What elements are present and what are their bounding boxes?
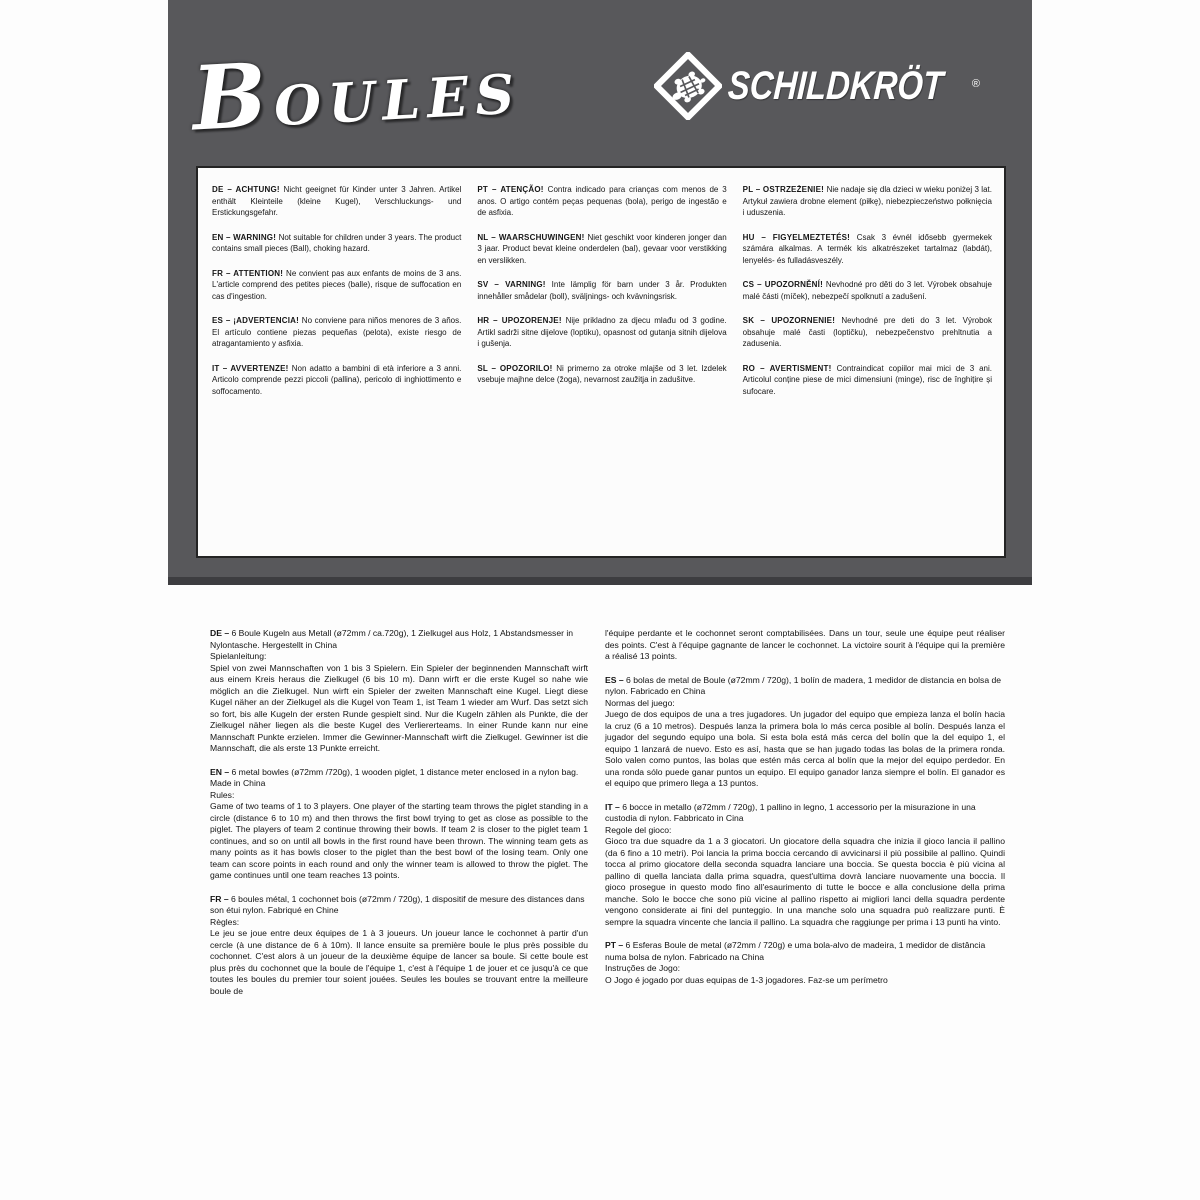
warning-paragraph-it: IT – AVVERTENZE! Non adatto a bambini di età inferiore a 3 anni. Articolo comprende pezzi piccoli (pallina), pericolo di inghiottimento e soffocamento. [212,363,462,396]
instructions-left-column [210,628,588,1009]
warning-paragraph-de: DE – ACHTUNG! Nicht geeignet für Kinder unter 3 Jahren. Artikel enthält Kleinteile (kleine Kugel), Verschluckungs- und Erstickungsgefahr. [212,185,462,217]
rules-subheading: Règles: [210,916,240,927]
warning-column-1 [212,184,461,546]
instruction-block-pt [605,940,1005,986]
contents-line: EN – 6 metal bowles (ø72mm /720g), 1 wooden piglet, 1 distance meter enclosed in a nylon bag. Made in China [210,766,579,788]
warning-column-2 [477,184,726,546]
rules-text: Spiel von zwei Mannschaften von 1 bis 3 Spielern. Ein Spieler der beginnenden Mannschaft wirft aus einem Kreis heraus die Zielkugel (6 bis 10 m). Dann wirft er die erste Kugel so nahe wie möglich an die Zielkugel. Nun wirft ein Spieler der zweiten Mannschaft eine Kugel. Liegt diese Kugel näher an der Zielkugel als die Kugel von Team 1, ist Team 1 wieder am Wurf. Das setzt sich so fort, bis alle Kugeln der ersten Runde gespielt sind. Nur die Kugeln zählen als Punkte, die der Zielkugel näher liegen als die beste Kugel des Verliererteams. In einer Runde kann nur eine Mannschaft Punkte erzielen. Immer die Gewinner-Mannschaft wirft die Zielkugel. Gewinner ist die Mannschaft, die als erste 13 Punkte erreicht. [210,662,588,753]
rules-text: l'équipe perdante et le cochonnet seront comptabilisées. Dans un tour, seule une équipe peut réaliser des points. C'est à l'équipe gagnante de lancer le cochonnet. La victoire sourit à l'équipe qui la première a réalisé 13 points. [605,628,1005,661]
rules-text: O Jogo é jogado por duas equipas de 1-3 jogadores. Faz-se um perímetro [605,974,888,985]
warning-paragraph-sl: SL – OPOZORILO! Ni primerno za otroke mlajše od 3 let. Izdelek vsebuje majhne delce (žoga), nevarnost zaužitja in zadušitve. [477,363,727,384]
warning-paragraph-pt: PT – ATENÇÃO! Contra indicado para crianças com menos de 3 anos. O artigo contém peças pequenas (bola), perigo de ingestão e de asfixia. [477,185,727,217]
contents-line: IT – 6 bocce in metallo (ø72mm / 720g), 1 pallino in legno, 1 accessorio per la misurazione in una custodia di nylon. Fabbricato in Cina [605,801,976,823]
instruction-block-it [605,802,1005,929]
brand-name: SCHILDKRÖT [726,63,944,108]
rules-text: Game of two teams of 1 to 3 players. One player of the starting team throws the piglet standing in a circle (distance 6 to 10 m) and then throws the first bowl trying to get as close as possible to the piglet. The players of team 2 continue throwing their bowls. If team 2 is closer to the piglet team 1 continues, and so on until all bowls in the first round have been thrown. The winning team gets as many points as it has bowls closer to the piglet than the best bowl of the losing team. Only one team can score points in each round and only the winner team is allowed to throw the piglet. The game continues until one team reaches 13 points. [210,801,588,880]
instruction-block-fr [210,894,588,998]
rules-subheading: Spielanleitung: [210,651,267,661]
warning-paragraph-fr: FR – ATTENTION! Ne convient pas aux enfants de moins de 3 ans. L'article comprend des petites pieces (balle), risque de suffocation en cas d'ingestion. [212,268,462,301]
warning-paragraph-cs: CS – UPOZORNĚNÍ! Nevhodné pro děti do 3 let. Výrobek obsahuje malé části (míček), nebezpečí spolknutí a zadušení. [742,280,992,301]
warning-box [196,166,1006,558]
warning-paragraph-sv: SV – VARNING! Inte lämplig för barn under 3 år. Produkten innehåller smådelar (boll), sväljnings- och kvävningsrisk. [477,280,727,301]
rules-subheading: Regole del gioco: [605,824,672,835]
contents-line: PT – 6 Esferas Boule de metal (ø72mm / 720g) e uma bola-alvo de madeira, 1 medidor de distância numa bolsa de nylon. Fabricado na China [605,940,986,962]
warning-column-3 [743,184,992,546]
boules-logo: BOULES [189,42,523,151]
warning-paragraph-sk: SK – UPOZORNENIE! Nevhodné pre deti do 3 let. Výrobok obsahuje malé časti (loptičku), nebezpečenstvo prehltnutia a zadusenia. [742,316,992,348]
warning-paragraph-nl: NL – WAARSCHUWINGEN! Niet geschikt voor kinderen jonger dan 3 jaar. Product bevat kleine onderdelen (bal), gevaar voor verstikking en verslikken. [477,232,727,265]
rules-text: Juego de dos equipos de una a tres jugadores. Un jugador del equipo que empieza lanza el bolín hacia la cruz (6 a 10 metros). Después lanza la primera bola lo más cerca posible al bolín. Después lanza el jugador del segundo equipo una bola. Si esta bola está más cerca del bolín que la del equipo 1, el equipo 1 lanzará de nuevo. Esto es así, hasta que se han jugado todas las bolas de la primera ronda. Solo valen como puntos, las bolas que estén más cerca al bolín que la mejor del equipo perdedor. En una ronda sólo puede ganar puntos un equipo. El equipo ganador lanza siempre el bolín. El ganador es el equipo que primero llega a 13 puntos. [605,709,1005,788]
instructions-right-column [605,628,1005,1009]
contents-line: DE – 6 Boule Kugeln aus Metall (ø72mm / ca.720g), 1 Zielkugel aus Holz, 1 Abstandsmesser in Nylontasche. Hergestellt in China [210,628,574,650]
warning-paragraph-hr: HR – UPOZORENJE! Nije prikladno za djecu mlađu od 3 godine. Artikl sadrži sitne dijelove (loptiku), opasnost od gutanja sitnih dijelova i gušenja. [477,316,727,348]
turtle-diamond-icon [654,52,722,120]
rules-text: Gioco tra due squadre da 1 a 3 giocatori. Un giocatore della squadra che inizia il gioco lancia il pallino (da 6 fino a 10 metri). Poi lancia la prima boccia cercando di avvicinarsi il più possibile al pallino. Quindi tocca al primo giocatore della seconda squadra lanciare una boccia. Se questa boccia è più vicina al pallino di quella lanciata dalla prima squadra, quest'ultima dovrà lanciare nuovamente una boccia. Il gioco prosegue in questo modo fino all'esaurimento di tutte le bocce e alla conclusione della prima manche. Solo le bocce che sono più vicine al pallino rispetto ai migliori lanci della squadra perdente vengono considerate ai fini del punteggio. In una manche solo una squadra può realizzare punti. È sempre la squadra vincente che lancia il pallino. La squadra che raggiunge per prima i 13 punti ha vinto. [605,836,1005,927]
rules-subheading: Rules: [210,789,235,800]
contents-line: FR – 6 boules métal, 1 cochonnet bois (ø72mm / 720g), 1 dispositif de mesure des distances dans son étui nylon. Fabriqué en Chine [210,893,585,915]
warning-paragraph-en: EN – WARNING! Not suitable for children under 3 years. The product contains small pieces (Ball), choking hazard. [212,232,462,253]
instruction-block-en [210,767,588,882]
instruction-block-es [605,675,1005,790]
rules-text: Le jeu se joue entre deux équipes de 1 à 3 joueurs. Un joueur lance le cochonnet à partir d'un cercle (à une distance de 6 à 10m). Il lance ensuite sa première boule le plus près possible du cochonnet. C'est alors à un joueur de la deuxième équipe de lancer sa boule. Si cette boule est plus près du cochonnet que la boule de l'équipe 1, c'est à l'équipe 1 de jouer et ce jusqu'à ce que toutes les boules du premier tour soient jouées. Seules les boules se trouvant entre la meilleure boule de [210,928,588,996]
warning-paragraph-hu: HU – FIGYELMEZTETÉS! Csak 3 évnél idősebb gyermekek számára alkalmas. A termék kis alkatrészeket tartalmaz (labdát), lenyelés- és fulladásveszély. [742,232,992,265]
warning-paragraph-es: ES – ¡ADVERTENCIA! No conviene para niños menores de 3 años. El artículo contiene piezas pequeñas (pelota), existe riesgo de atragantamiento y asfixia. [212,316,462,348]
instruction-block-continued [605,628,1005,663]
warning-paragraph-ro: RO – AVERTISMENT! Contraindicat copiilor mai mici de 3 ani. Articolul conține piese de mici dimensiuni (minge), risc de înghițire și sufocare. [742,363,992,396]
schildkrot-brand [654,52,998,120]
instructions-section [210,628,1005,1009]
warning-paragraph-pl: PL – OSTRZEŻENIE! Nie nadaje się dla dzieci w wieku poniżej 3 lat. Artykuł zawiera drobne element (piłkę), niebezpieczeństwo połknięcia i uduszenia. [742,185,992,217]
rules-subheading: Instruções de Jogo: [605,963,681,973]
registered-mark: ® [971,78,980,90]
rules-subheading: Normas del juego: [605,697,675,708]
header-banner [168,0,1032,585]
instruction-block-de [210,628,588,755]
contents-line: ES – 6 bolas de metal de Boule (ø72mm / 720g), 1 bolín de madera, 1 medidor de distancia en bolsa de nylon. Fabricado en China [605,674,1002,696]
